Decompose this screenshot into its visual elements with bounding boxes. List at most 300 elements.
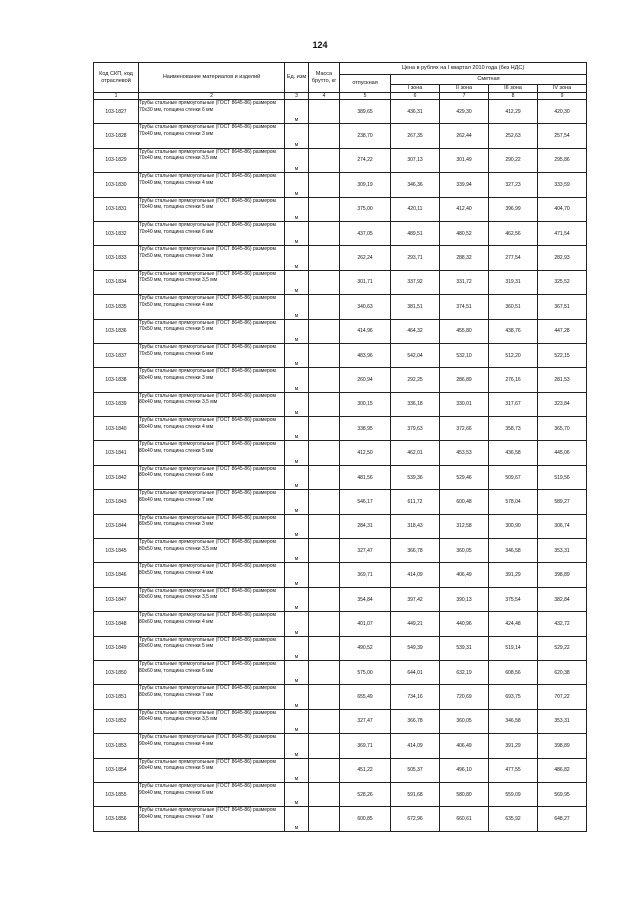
zone-4-price: 257,54 — [538, 124, 587, 148]
page-number: 124 — [312, 40, 328, 50]
zone-2-price: 412,40 — [440, 197, 489, 221]
release-price: 309,19 — [340, 173, 391, 197]
zone-3-price: 300,90 — [489, 514, 538, 538]
zone-4-price: 365,70 — [538, 417, 587, 441]
item-unit: м — [285, 295, 309, 319]
item-unit: м — [285, 709, 309, 733]
zone-2-price: 632,19 — [440, 660, 489, 684]
release-price: 274,22 — [340, 148, 391, 172]
zone-4-price: 569,95 — [538, 782, 587, 806]
item-mass — [309, 368, 340, 392]
zone-3-price: 391,29 — [489, 563, 538, 587]
zone-2-price: 496,10 — [440, 758, 489, 782]
zone-3-price: 519,14 — [489, 636, 538, 660]
zone-2-price: 539,31 — [440, 636, 489, 660]
zone-2-price: 660,61 — [440, 807, 489, 831]
zone-1-price: 307,13 — [391, 148, 440, 172]
item-mass — [309, 734, 340, 758]
item-unit: м — [285, 685, 309, 709]
table-row — [94, 807, 587, 831]
item-code: 103-1831 — [94, 197, 139, 221]
item-name: Трубы стальные прямоугольные (ГОСТ 8645-86) размером 80х40 мм, толщина стенки 7 мм — [139, 490, 285, 514]
zone-1-price: 539,36 — [391, 465, 440, 489]
item-unit: м — [285, 197, 309, 221]
item-name: Трубы стальные прямоугольные (ГОСТ 8645-86) размером 80х60 мм, толщина стенки 7 мм — [139, 685, 285, 709]
table-row — [94, 539, 587, 563]
release-price: 260,94 — [340, 368, 391, 392]
item-name: Трубы стальные прямоугольные (ГОСТ 8645-86) размером 80х60 мм, толщина стенки 5 мм — [139, 636, 285, 660]
zone-1-price: 436,31 — [391, 100, 440, 124]
item-code: 103-1843 — [94, 490, 139, 514]
zone-2-price: 406,49 — [440, 734, 489, 758]
zone-2-price: 288,32 — [440, 246, 489, 270]
zone-2-price: 339,94 — [440, 173, 489, 197]
release-price: 369,71 — [340, 563, 391, 587]
zone-2-price: 440,96 — [440, 612, 489, 636]
zone-1-price: 672,96 — [391, 807, 440, 831]
zone-3-price: 509,67 — [489, 465, 538, 489]
item-code: 103-1827 — [94, 100, 139, 124]
zone-3-price: 693,75 — [489, 685, 538, 709]
column-number: 3 — [285, 93, 309, 100]
zone-2-price: 720,69 — [440, 685, 489, 709]
item-mass — [309, 295, 340, 319]
zone-1-price: 336,18 — [391, 392, 440, 416]
table-row — [94, 734, 587, 758]
zone-4-price: 398,89 — [538, 563, 587, 587]
header-code: Код СКП, код отраслевой — [94, 63, 139, 93]
item-mass — [309, 685, 340, 709]
release-price: 451,22 — [340, 758, 391, 782]
item-code: 103-1845 — [94, 539, 139, 563]
item-name: Трубы стальные прямоугольные (ГОСТ 8645-86) размером 80х40 мм, толщина стенки 3 мм — [139, 368, 285, 392]
zone-2-price: 360,05 — [440, 539, 489, 563]
item-mass — [309, 343, 340, 367]
item-mass — [309, 539, 340, 563]
header-mass: Масса брутто, кг — [309, 63, 340, 93]
zone-4-price: 707,22 — [538, 685, 587, 709]
zone-4-price: 486,82 — [538, 758, 587, 782]
zone-3-price: 276,16 — [489, 368, 538, 392]
item-name: Трубы стальные прямоугольные (ГОСТ 8645-86) размером 80х40 мм, толщина стенки 6 мм — [139, 465, 285, 489]
item-name: Трубы стальные прямоугольные (ГОСТ 8645-86) размером 70х50 мм, толщина стенки 5 мм — [139, 319, 285, 343]
item-unit: м — [285, 636, 309, 660]
table-row — [94, 490, 587, 514]
item-code: 103-1848 — [94, 612, 139, 636]
header-zone-1: I зона — [391, 85, 440, 93]
header-price-title: Цена в рублях на I квартал 2010 года (без НДС) — [340, 63, 587, 75]
zone-1-price: 366,78 — [391, 709, 440, 733]
item-unit: м — [285, 514, 309, 538]
table-row — [94, 270, 587, 294]
table-row — [94, 563, 587, 587]
header-unit: Ед. изм — [285, 63, 309, 93]
table-row — [94, 709, 587, 733]
item-code: 103-1837 — [94, 343, 139, 367]
item-mass — [309, 807, 340, 831]
item-name: Трубы стальные прямоугольные (ГОСТ 8645-86) размером 80х60 мм, толщина стенки 4 мм — [139, 612, 285, 636]
item-name: Трубы стальные прямоугольные (ГОСТ 8645-86) размером 80х40 мм, толщина стенки 4 мм — [139, 417, 285, 441]
item-mass — [309, 587, 340, 611]
zone-2-price: 406,49 — [440, 563, 489, 587]
release-price: 327,47 — [340, 539, 391, 563]
release-price: 414,96 — [340, 319, 391, 343]
zone-4-price: 589,27 — [538, 490, 587, 514]
zone-1-price: 381,51 — [391, 295, 440, 319]
column-number: 2 — [139, 93, 285, 100]
item-code: 103-1838 — [94, 368, 139, 392]
zone-4-price: 420,30 — [538, 100, 587, 124]
zone-4-price: 522,15 — [538, 343, 587, 367]
item-unit: м — [285, 782, 309, 806]
zone-3-price: 290,22 — [489, 148, 538, 172]
table-row — [94, 465, 587, 489]
item-name: Трубы стальные прямоугольные (ГОСТ 8645-86) размером 70х40 мм, толщина стенки 4 мм — [139, 173, 285, 197]
item-name: Трубы стальные прямоугольные (ГОСТ 8645-86) размером 90х40 мм, толщина стенки 4 мм — [139, 734, 285, 758]
zone-1-price: 505,37 — [391, 758, 440, 782]
zone-2-price: 262,44 — [440, 124, 489, 148]
zone-4-price: 648,27 — [538, 807, 587, 831]
item-name: Трубы стальные прямоугольные (ГОСТ 8645-86) размером 70х30 мм, толщина стенки 6 мм — [139, 100, 285, 124]
item-mass — [309, 612, 340, 636]
item-mass — [309, 319, 340, 343]
zone-1-price: 267,35 — [391, 124, 440, 148]
item-unit: м — [285, 124, 309, 148]
item-name: Трубы стальные прямоугольные (ГОСТ 8645-86) размером 70х40 мм, толщина стенки 3,5 мм — [139, 148, 285, 172]
item-mass — [309, 758, 340, 782]
zone-3-price: 477,55 — [489, 758, 538, 782]
zone-4-price: 333,59 — [538, 173, 587, 197]
zone-4-price: 281,53 — [538, 368, 587, 392]
item-code: 103-1842 — [94, 465, 139, 489]
item-mass — [309, 124, 340, 148]
item-unit: м — [285, 368, 309, 392]
zone-4-price: 382,84 — [538, 587, 587, 611]
release-price: 412,50 — [340, 441, 391, 465]
item-name: Трубы стальные прямоугольные (ГОСТ 8645-86) размером 90х40 мм, толщина стенки 3,5 мм — [139, 709, 285, 733]
item-mass — [309, 660, 340, 684]
item-code: 103-1856 — [94, 807, 139, 831]
table-row — [94, 758, 587, 782]
item-unit: м — [285, 587, 309, 611]
table-row — [94, 368, 587, 392]
zone-2-price: 374,51 — [440, 295, 489, 319]
zone-1-price: 379,63 — [391, 417, 440, 441]
column-number: 5 — [340, 93, 391, 100]
zone-4-price: 282,93 — [538, 246, 587, 270]
header-name: Наименование материалов и изделий — [139, 63, 285, 93]
zone-2-price: 330,01 — [440, 392, 489, 416]
item-name: Трубы стальные прямоугольные (ГОСТ 8645-86) размером 70х50 мм, толщина стенки 4 мм — [139, 295, 285, 319]
zone-3-price: 327,23 — [489, 173, 538, 197]
item-code: 103-1855 — [94, 782, 139, 806]
zone-3-price: 375,54 — [489, 587, 538, 611]
table-row — [94, 148, 587, 172]
zone-3-price: 608,56 — [489, 660, 538, 684]
table-row — [94, 100, 587, 124]
table-row — [94, 343, 587, 367]
table-row — [94, 636, 587, 660]
zone-2-price: 312,58 — [440, 514, 489, 538]
zone-1-price: 292,25 — [391, 368, 440, 392]
release-price: 338,95 — [340, 417, 391, 441]
table-row — [94, 221, 587, 245]
release-price: 389,65 — [340, 100, 391, 124]
zone-3-price: 578,04 — [489, 490, 538, 514]
zone-2-price: 480,52 — [440, 221, 489, 245]
item-code: 103-1835 — [94, 295, 139, 319]
column-number: 1 — [94, 93, 139, 100]
zone-1-price: 293,71 — [391, 246, 440, 270]
zone-1-price: 420,11 — [391, 197, 440, 221]
item-unit: м — [285, 319, 309, 343]
zone-1-price: 397,42 — [391, 587, 440, 611]
price-table — [93, 62, 587, 832]
item-unit: м — [285, 734, 309, 758]
zone-3-price: 412,29 — [489, 100, 538, 124]
column-number: 7 — [440, 93, 489, 100]
release-price: 375,00 — [340, 197, 391, 221]
zone-4-price: 367,51 — [538, 295, 587, 319]
item-code: 103-1853 — [94, 734, 139, 758]
item-name: Трубы стальные прямоугольные (ГОСТ 8645-86) размером 80х60 мм, толщина стенки 3,5 мм — [139, 587, 285, 611]
item-unit: м — [285, 417, 309, 441]
table-row — [94, 660, 587, 684]
item-name: Трубы стальные прямоугольные (ГОСТ 8645-86) размером 80х60 мм, толщина стенки 6 мм — [139, 660, 285, 684]
zone-4-price: 445,06 — [538, 441, 587, 465]
item-name: Трубы стальные прямоугольные (ГОСТ 8645-86) размером 70х50 мм, толщина стенки 3,5 мм — [139, 270, 285, 294]
table-row — [94, 441, 587, 465]
table-body — [94, 100, 587, 832]
item-code: 103-1833 — [94, 246, 139, 270]
item-mass — [309, 441, 340, 465]
zone-4-price: 432,72 — [538, 612, 587, 636]
table-row — [94, 392, 587, 416]
item-name: Трубы стальные прямоугольные (ГОСТ 8645-86) размером 80х50 мм, толщина стенки 3 мм — [139, 514, 285, 538]
item-name: Трубы стальные прямоугольные (ГОСТ 8645-86) размером 90х40 мм, толщина стенки 7 мм — [139, 807, 285, 831]
item-name: Трубы стальные прямоугольные (ГОСТ 8645-86) размером 80х50 мм, толщина стенки 4 мм — [139, 563, 285, 587]
table-row — [94, 685, 587, 709]
item-unit: м — [285, 246, 309, 270]
table-row — [94, 319, 587, 343]
item-code: 103-1854 — [94, 758, 139, 782]
release-price: 354,84 — [340, 587, 391, 611]
release-price: 575,00 — [340, 660, 391, 684]
item-mass — [309, 514, 340, 538]
zone-2-price: 286,89 — [440, 368, 489, 392]
zone-1-price: 549,39 — [391, 636, 440, 660]
zone-4-price: 323,84 — [538, 392, 587, 416]
zone-1-price: 734,16 — [391, 685, 440, 709]
zone-1-price: 611,72 — [391, 490, 440, 514]
item-code: 103-1850 — [94, 660, 139, 684]
item-mass — [309, 709, 340, 733]
table-header — [94, 63, 587, 100]
release-price: 327,47 — [340, 709, 391, 733]
release-price: 481,56 — [340, 465, 391, 489]
zone-2-price: 529,46 — [440, 465, 489, 489]
release-price: 369,71 — [340, 734, 391, 758]
table-row — [94, 417, 587, 441]
zone-1-price: 337,92 — [391, 270, 440, 294]
item-unit: м — [285, 807, 309, 831]
release-price: 340,63 — [340, 295, 391, 319]
zone-1-price: 449,21 — [391, 612, 440, 636]
item-name: Трубы стальные прямоугольные (ГОСТ 8645-86) размером 70х50 мм, толщина стенки 3 мм — [139, 246, 285, 270]
item-mass — [309, 221, 340, 245]
zone-3-price: 346,58 — [489, 539, 538, 563]
item-unit: м — [285, 612, 309, 636]
zone-3-price: 436,58 — [489, 441, 538, 465]
item-name: Трубы стальные прямоугольные (ГОСТ 8645-86) размером 90х40 мм, толщина стенки 5 мм — [139, 758, 285, 782]
table-row — [94, 197, 587, 221]
item-mass — [309, 148, 340, 172]
zone-3-price: 559,09 — [489, 782, 538, 806]
header-zone-3: III зона — [489, 85, 538, 93]
item-mass — [309, 490, 340, 514]
zone-2-price: 453,53 — [440, 441, 489, 465]
column-number-row — [94, 93, 587, 100]
zone-4-price: 306,74 — [538, 514, 587, 538]
zone-1-price: 489,51 — [391, 221, 440, 245]
zone-3-price: 358,73 — [489, 417, 538, 441]
zone-3-price: 277,54 — [489, 246, 538, 270]
item-name: Трубы стальные прямоугольные (ГОСТ 8645-86) размером 70х40 мм, толщина стенки 6 мм — [139, 221, 285, 245]
item-mass — [309, 465, 340, 489]
zone-4-price: 295,86 — [538, 148, 587, 172]
item-code: 103-1844 — [94, 514, 139, 538]
release-price: 300,15 — [340, 392, 391, 416]
item-unit: м — [285, 392, 309, 416]
item-mass — [309, 270, 340, 294]
item-unit: м — [285, 660, 309, 684]
header-estimate: Сметная — [391, 75, 587, 85]
zone-4-price: 353,31 — [538, 709, 587, 733]
zone-1-price: 542,04 — [391, 343, 440, 367]
zone-3-price: 360,51 — [489, 295, 538, 319]
item-unit: м — [285, 221, 309, 245]
item-unit: м — [285, 563, 309, 587]
release-price: 528,26 — [340, 782, 391, 806]
zone-3-price: 396,99 — [489, 197, 538, 221]
column-number: 6 — [391, 93, 440, 100]
item-unit: м — [285, 343, 309, 367]
item-unit: м — [285, 539, 309, 563]
zone-4-price: 447,28 — [538, 319, 587, 343]
header-zone-2: II зона — [440, 85, 489, 93]
item-unit: м — [285, 465, 309, 489]
zone-3-price: 346,58 — [489, 709, 538, 733]
item-name: Трубы стальные прямоугольные (ГОСТ 8645-86) размером 80х40 мм, толщина стенки 3,5 мм — [139, 392, 285, 416]
release-price: 401,07 — [340, 612, 391, 636]
zone-2-price: 580,80 — [440, 782, 489, 806]
zone-2-price: 532,10 — [440, 343, 489, 367]
item-code: 103-1840 — [94, 417, 139, 441]
item-code: 103-1849 — [94, 636, 139, 660]
zone-3-price: 319,31 — [489, 270, 538, 294]
header-zone-4: IV зона — [538, 85, 587, 93]
item-mass — [309, 563, 340, 587]
zone-1-price: 366,78 — [391, 539, 440, 563]
zone-3-price: 635,92 — [489, 807, 538, 831]
zone-4-price: 529,22 — [538, 636, 587, 660]
zone-2-price: 301,49 — [440, 148, 489, 172]
zone-1-price: 414,09 — [391, 563, 440, 587]
item-code: 103-1846 — [94, 563, 139, 587]
item-code: 103-1828 — [94, 124, 139, 148]
item-name: Трубы стальные прямоугольные (ГОСТ 8645-86) размером 90х40 мм, толщина стенки 6 мм — [139, 782, 285, 806]
item-name: Трубы стальные прямоугольные (ГОСТ 8645-86) размером 70х40 мм, толщина стенки 5 мм — [139, 197, 285, 221]
table-row — [94, 587, 587, 611]
zone-1-price: 462,01 — [391, 441, 440, 465]
column-number: 8 — [489, 93, 538, 100]
zone-2-price: 455,80 — [440, 319, 489, 343]
table-row — [94, 612, 587, 636]
zone-4-price: 325,52 — [538, 270, 587, 294]
item-unit: м — [285, 100, 309, 124]
zone-4-price: 353,31 — [538, 539, 587, 563]
zone-3-price: 512,20 — [489, 343, 538, 367]
item-name: Трубы стальные прямоугольные (ГОСТ 8645-86) размером 70х50 мм, толщина стенки 6 мм — [139, 343, 285, 367]
zone-2-price: 390,13 — [440, 587, 489, 611]
item-code: 103-1829 — [94, 148, 139, 172]
item-mass — [309, 197, 340, 221]
zone-4-price: 404,70 — [538, 197, 587, 221]
item-code: 103-1847 — [94, 587, 139, 611]
header-release: отпускная — [340, 75, 391, 93]
release-price: 284,31 — [340, 514, 391, 538]
zone-2-price: 360,05 — [440, 709, 489, 733]
release-price: 301,71 — [340, 270, 391, 294]
item-mass — [309, 173, 340, 197]
item-unit: м — [285, 270, 309, 294]
item-code: 103-1841 — [94, 441, 139, 465]
zone-3-price: 424,48 — [489, 612, 538, 636]
release-price: 238,70 — [340, 124, 391, 148]
item-name: Трубы стальные прямоугольные (ГОСТ 8645-86) размером 80х40 мм, толщина стенки 5 мм — [139, 441, 285, 465]
zone-3-price: 391,29 — [489, 734, 538, 758]
item-mass — [309, 636, 340, 660]
item-mass — [309, 782, 340, 806]
table-row — [94, 514, 587, 538]
zone-2-price: 372,66 — [440, 417, 489, 441]
item-mass — [309, 417, 340, 441]
zone-3-price: 317,67 — [489, 392, 538, 416]
release-price: 490,52 — [340, 636, 391, 660]
zone-3-price: 462,56 — [489, 221, 538, 245]
release-price: 546,17 — [340, 490, 391, 514]
release-price: 483,96 — [340, 343, 391, 367]
table-row — [94, 295, 587, 319]
release-price: 655,49 — [340, 685, 391, 709]
release-price: 600,85 — [340, 807, 391, 831]
item-code: 103-1834 — [94, 270, 139, 294]
item-name: Трубы стальные прямоугольные (ГОСТ 8645-86) размером 80х50 мм, толщина стенки 3,5 мм — [139, 539, 285, 563]
release-price: 262,24 — [340, 246, 391, 270]
table-row — [94, 782, 587, 806]
zone-1-price: 414,09 — [391, 734, 440, 758]
item-unit: м — [285, 148, 309, 172]
table-row — [94, 173, 587, 197]
zone-1-price: 591,68 — [391, 782, 440, 806]
item-unit: м — [285, 441, 309, 465]
item-code: 103-1832 — [94, 221, 139, 245]
item-mass — [309, 392, 340, 416]
zone-1-price: 464,32 — [391, 319, 440, 343]
zone-1-price: 644,01 — [391, 660, 440, 684]
column-number: 4 — [309, 93, 340, 100]
zone-1-price: 318,43 — [391, 514, 440, 538]
